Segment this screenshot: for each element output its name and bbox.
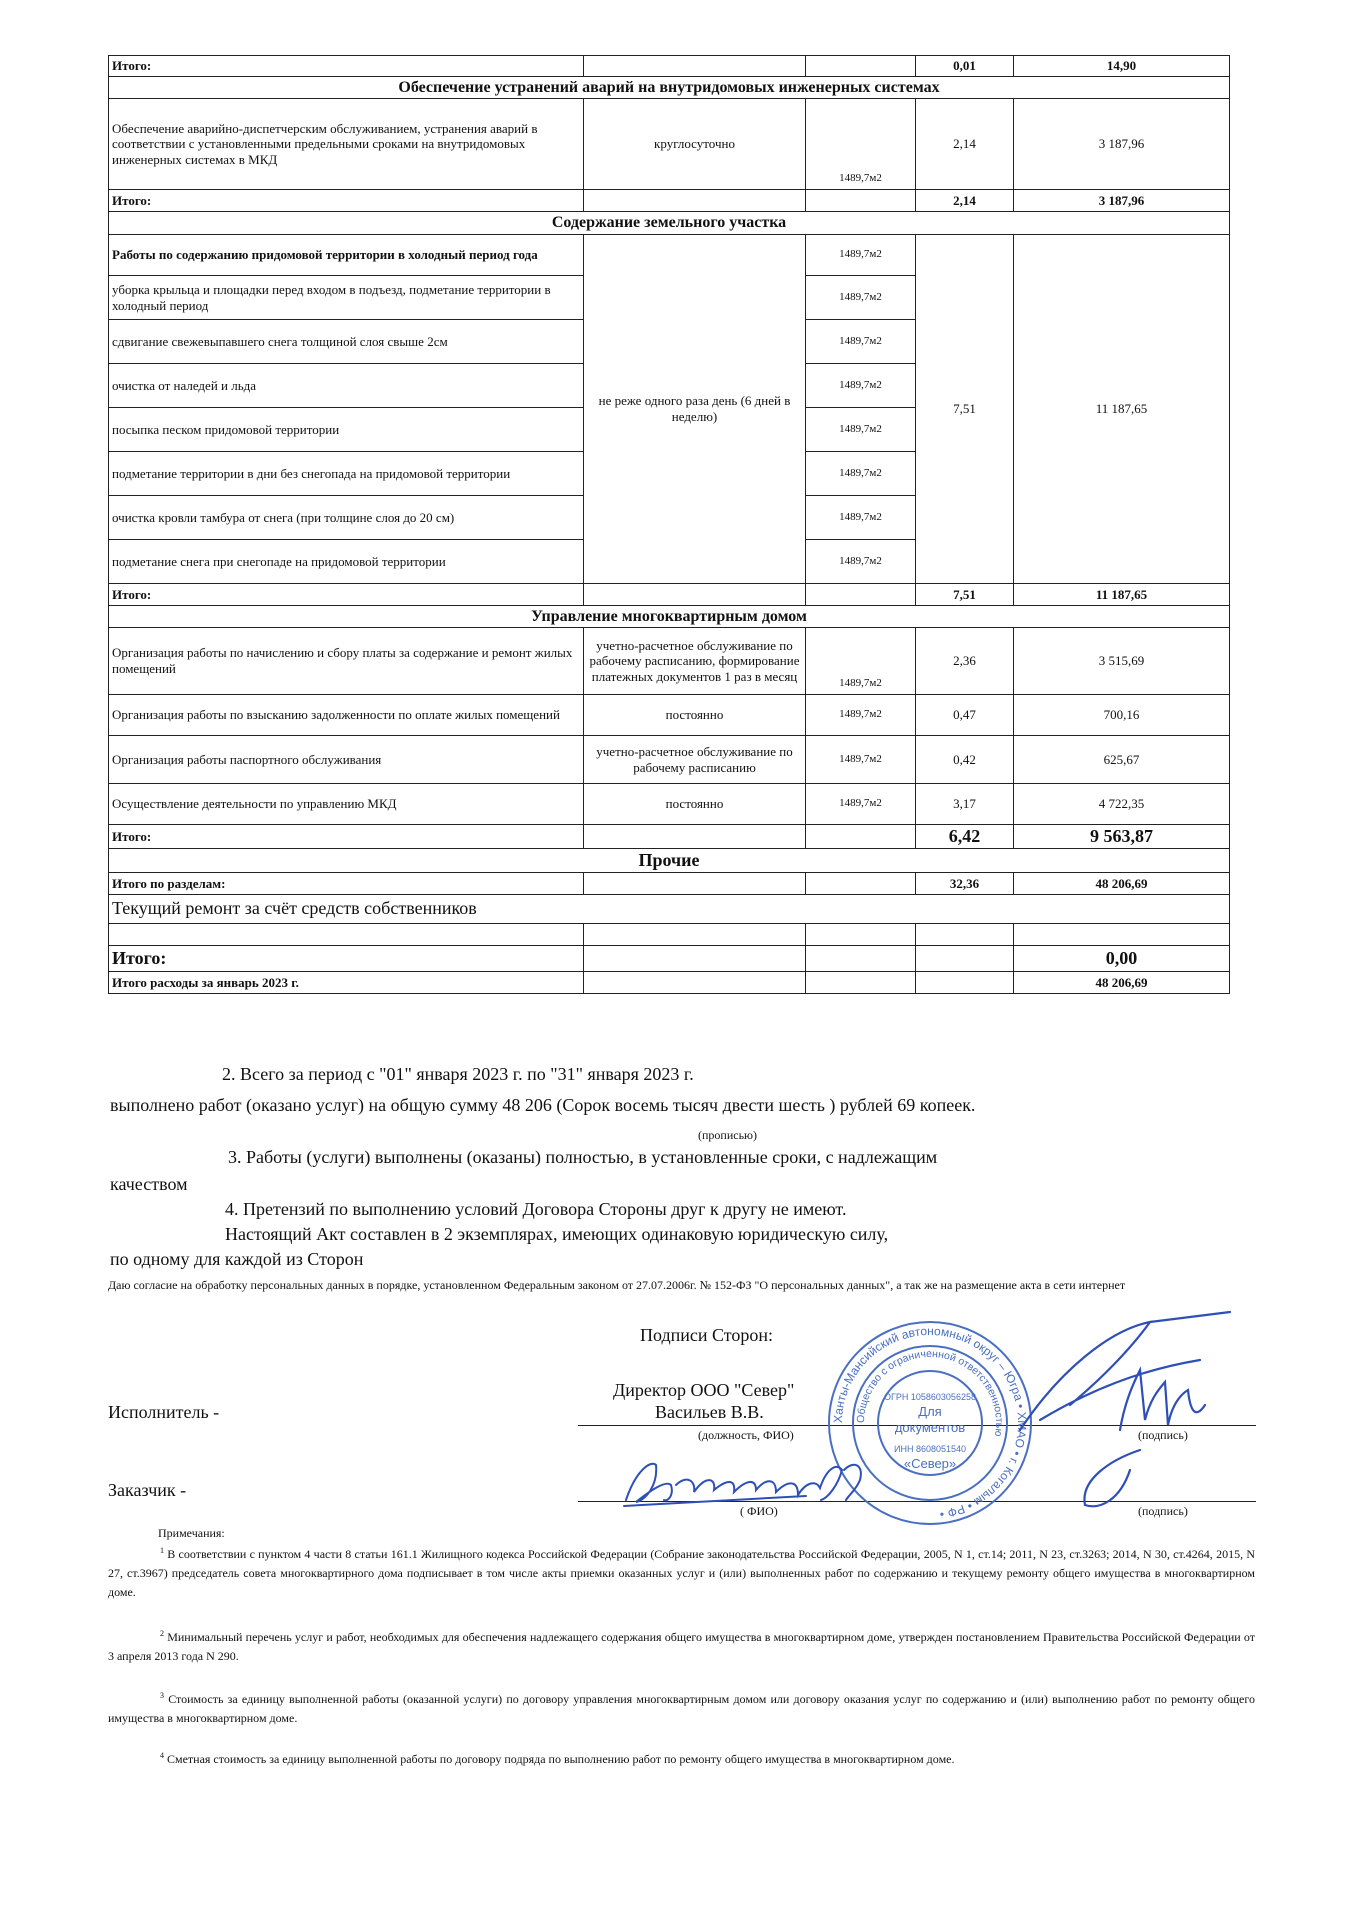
work-label: Обеспечение аварийно-диспетчерским обслуживанием, устранения аварий в соответствии с установленными предельными сроками на внутридомовых инженерных системах в МКД <box>109 99 584 190</box>
sum-cell: 625,67 <box>1014 736 1230 784</box>
unit-cell: 1489,7м2 <box>806 320 916 364</box>
footnote-text: Стоимость за единицу выполненной работы (оказанной услуги) по договору управления многоквартирным домом или договору оказания услуг по содержанию и (или) выполнению работ по ремонту общего имущества в многоквартирном доме. <box>108 1692 1255 1726</box>
unit-cell: 1489,7м2 <box>806 364 916 408</box>
sum-cell: 48 206,69 <box>1014 972 1230 994</box>
stamp-inner-text: Общество с ограниченной ответственностью <box>854 1347 1006 1438</box>
work-label: Работы по содержанию придомовой территории в холодный период года <box>109 235 584 276</box>
section-header <box>109 849 1230 873</box>
unit-cell: 1489,7м2 <box>806 628 916 695</box>
amount-line: выполнено работ (оказано услуг) на общую сумму 48 206 (Сорок восемь тысяч двести шесть ) рублей 69 копеек. <box>110 1095 976 1115</box>
rate-cell: 2,14 <box>916 190 1014 212</box>
table-row <box>109 736 1230 784</box>
signatures-title: Подписи Сторон: <box>640 1325 774 1345</box>
footnote-text: Минимальный перечень услуг и работ, необходимых для обеспечения надлежащего содержания общего имущества в многоквартирном доме, утвержден постановлением Правительства Российской Федерации от 3 апреля 2013 года N 290. <box>108 1630 1256 1664</box>
work-label: Организация работы паспортного обслуживания <box>109 736 584 784</box>
subtotal-row <box>109 584 1230 606</box>
footnote-text: В соответствии с пунктом 4 части 8 статьи 161.1 Жилищного кодекса Российской Федерации (Собрание законодательства Российской Федерации, 2005, N 1, ст.14; 2011, N 23, ст.3263; 2014, N 30, ст.4264, 2015, N 27, ст.3967) председатель совета многоквартирного дома подписывает в том числе акты приемки оказанных услуг и (или) выполненных работ по содержанию и текущему ремонту общего имущества в многоквартирном доме. <box>108 1547 1255 1600</box>
footnote-mark: 4 <box>160 1751 164 1760</box>
propisyu-caption: (прописью) <box>698 1128 758 1142</box>
footnote-4 <box>108 1750 1255 1769</box>
table-row <box>109 924 1230 946</box>
period-cell: не реже одного раза день (6 дней в неделю) <box>584 235 806 584</box>
period-total-line: 2. Всего за период с "01" января 2023 г. по "31" января 2023 г. <box>222 1064 694 1084</box>
consent-text: Даю согласие на обработку персональных данных в порядке, установленном Федеральным законом от 27.07.2006г. № 152-ФЗ "О персональных данных", а так же на размещение акта в сети интернет <box>108 1278 1126 1292</box>
signature-caption: (подпись) <box>1138 1428 1188 1442</box>
rate-cell: 7,51 <box>916 235 1014 584</box>
notes-title: Примечания: <box>158 1526 225 1540</box>
section-header <box>109 606 1230 628</box>
stamp-inn: ИНН 8608051540 <box>893 1444 967 1454</box>
footnote-text: Сметная стоимость за единицу выполненной работы по договору подряда по выполнению работ по ремонту общего имущества в многоквартирном доме. <box>167 1752 955 1766</box>
section-header <box>109 77 1230 99</box>
table-row <box>109 784 1230 825</box>
table-row <box>109 99 1230 190</box>
quality-line-end: качеством <box>110 1174 188 1194</box>
row-label: Итого: <box>109 584 584 606</box>
footnote-1 <box>108 1545 1255 1603</box>
grand-total-row <box>109 972 1230 994</box>
quality-line: 3. Работы (услуги) выполнены (оказаны) полностью, в установленные сроки, с надлежащим <box>228 1147 938 1167</box>
sum-cell: 48 206,69 <box>1014 873 1230 895</box>
sum-cell: 3 515,69 <box>1014 628 1230 695</box>
sum-cell: 4 722,35 <box>1014 784 1230 825</box>
sum-cell: 3 187,96 <box>1014 190 1230 212</box>
sum-cell: 700,16 <box>1014 695 1230 736</box>
section-title: Прочие <box>109 849 1230 873</box>
subtotal-row <box>109 825 1230 849</box>
sum-cell: 3 187,96 <box>1014 99 1230 190</box>
rate-cell: 0,01 <box>916 56 1014 77</box>
sum-cell: 0,00 <box>1014 946 1230 972</box>
executor-signature <box>1000 1310 1240 1510</box>
unit-cell: 1489,7м2 <box>806 496 916 540</box>
footnote-mark: 2 <box>160 1629 164 1638</box>
subtotal-row <box>109 946 1230 972</box>
fio-caption: ( ФИО) <box>740 1504 778 1518</box>
unit-cell: 1489,7м2 <box>806 784 916 825</box>
repair-title: Текущий ремонт за счёт средств собственников <box>109 895 1230 924</box>
table-row <box>109 695 1230 736</box>
claims-line: 4. Претензий по выполнению условий Договора Стороны друг к другу не имеют. <box>225 1199 847 1219</box>
work-label: очистка кровли тамбура от снега (при толщине слоя до 20 см) <box>109 496 584 540</box>
row-label: Итого: <box>109 946 584 972</box>
stamp-ogrn: ОГРН 1058603056258 <box>884 1392 976 1402</box>
unit-cell: 1489,7м2 <box>806 408 916 452</box>
unit-cell: 1489,7м2 <box>806 235 916 276</box>
row-label: Итого: <box>109 825 584 849</box>
copies-line: Настоящий Акт составлен в 2 экземплярах, имеющих одинаковую юридическую силу, <box>225 1224 889 1244</box>
work-label: Организация работы по начислению и сбору платы за содержание и ремонт жилых помещений <box>109 628 584 695</box>
position-caption: (должность, ФИО) <box>698 1428 794 1442</box>
period-cell: постоянно <box>584 695 806 736</box>
footnote-mark: 1 <box>160 1546 164 1555</box>
table-row <box>109 235 1230 276</box>
rate-cell: 6,42 <box>916 825 1014 849</box>
footnote-2 <box>108 1628 1255 1666</box>
rate-cell: 2,36 <box>916 628 1014 695</box>
sum-cell: 11 187,65 <box>1014 235 1230 584</box>
section-header <box>109 212 1230 235</box>
act-table <box>108 55 1230 994</box>
table-row <box>109 628 1230 695</box>
section-title: Обеспечение устранений аварий на внутридомовых инженерных системах <box>109 77 1230 99</box>
work-label: подметание снега при снегопаде на придомовой территории <box>109 540 584 584</box>
subtotal-row <box>109 873 1230 895</box>
section-title: Управление многоквартирным домом <box>109 606 1230 628</box>
rate-cell: 0,47 <box>916 695 1014 736</box>
subtotal-row <box>109 56 1230 77</box>
work-label: посыпка песком придомовой территории <box>109 408 584 452</box>
sum-cell: 14,90 <box>1014 56 1230 77</box>
unit-cell: 1489,7м2 <box>806 695 916 736</box>
director-name: Васильев В.В. <box>655 1402 764 1422</box>
row-label: Итого: <box>109 190 584 212</box>
unit-cell: 1489,7м2 <box>806 99 916 190</box>
rate-cell: 7,51 <box>916 584 1014 606</box>
unit-cell: 1489,7м2 <box>806 452 916 496</box>
director-title: Директор ООО "Север" <box>613 1380 795 1400</box>
section-header <box>109 895 1230 924</box>
work-label: очистка от наледей и льда <box>109 364 584 408</box>
sum-cell: 11 187,65 <box>1014 584 1230 606</box>
sum-cell: 9 563,87 <box>1014 825 1230 849</box>
customer-signature <box>616 1440 886 1520</box>
unit-cell: 1489,7м2 <box>806 276 916 320</box>
period-cell: круглосуточно <box>584 99 806 190</box>
stamp-outer-text: Ханты-Мансийский автономный округ – Югра • ХМАО • г. Когалым • РФ • <box>830 1323 1030 1522</box>
rate-cell: 2,14 <box>916 99 1014 190</box>
rate-cell: 0,42 <box>916 736 1014 784</box>
work-label: уборка крыльца и площадки перед входом в подъезд, подметание территории в холодный период <box>109 276 584 320</box>
stamp-doc-2: документов <box>894 1420 966 1435</box>
rate-cell: 32,36 <box>916 873 1014 895</box>
row-label: Итого по разделам: <box>109 873 584 895</box>
section-title: Содержание земельного участка <box>109 212 1230 235</box>
signature-caption-2: (подпись) <box>1138 1504 1188 1518</box>
subtotal-row <box>109 190 1230 212</box>
footnote-mark: 3 <box>160 1691 164 1700</box>
rate-cell: 3,17 <box>916 784 1014 825</box>
work-label: Осуществление деятельности по управлению МКД <box>109 784 584 825</box>
stamp-company-name: «Север» <box>903 1456 957 1471</box>
work-label: подметание территории в дни без снегопада на придомовой территории <box>109 452 584 496</box>
row-label: Итого расходы за январь 2023 г. <box>109 972 584 994</box>
unit-cell: 1489,7м2 <box>806 540 916 584</box>
period-cell: учетно-расчетное обслуживание по рабочему расписанию, формирование платежных документов 1 раз в месяц <box>584 628 806 695</box>
period-cell: постоянно <box>584 784 806 825</box>
footnote-3 <box>108 1690 1255 1728</box>
copies-line-end: по одному для каждой из Сторон <box>110 1249 364 1269</box>
executor-label: Исполнитель - <box>108 1402 220 1422</box>
row-label: Итого: <box>109 56 584 77</box>
stamp-doc-1: Для <box>918 1404 942 1419</box>
period-cell: учетно-расчетное обслуживание по рабочему расписанию <box>584 736 806 784</box>
work-label: сдвигание свежевыпавшего снега толщиной слоя свыше 2см <box>109 320 584 364</box>
work-label: Организация работы по взысканию задолженности по оплате жилых помещений <box>109 695 584 736</box>
unit-cell: 1489,7м2 <box>806 736 916 784</box>
customer-label: Заказчик - <box>108 1480 187 1500</box>
